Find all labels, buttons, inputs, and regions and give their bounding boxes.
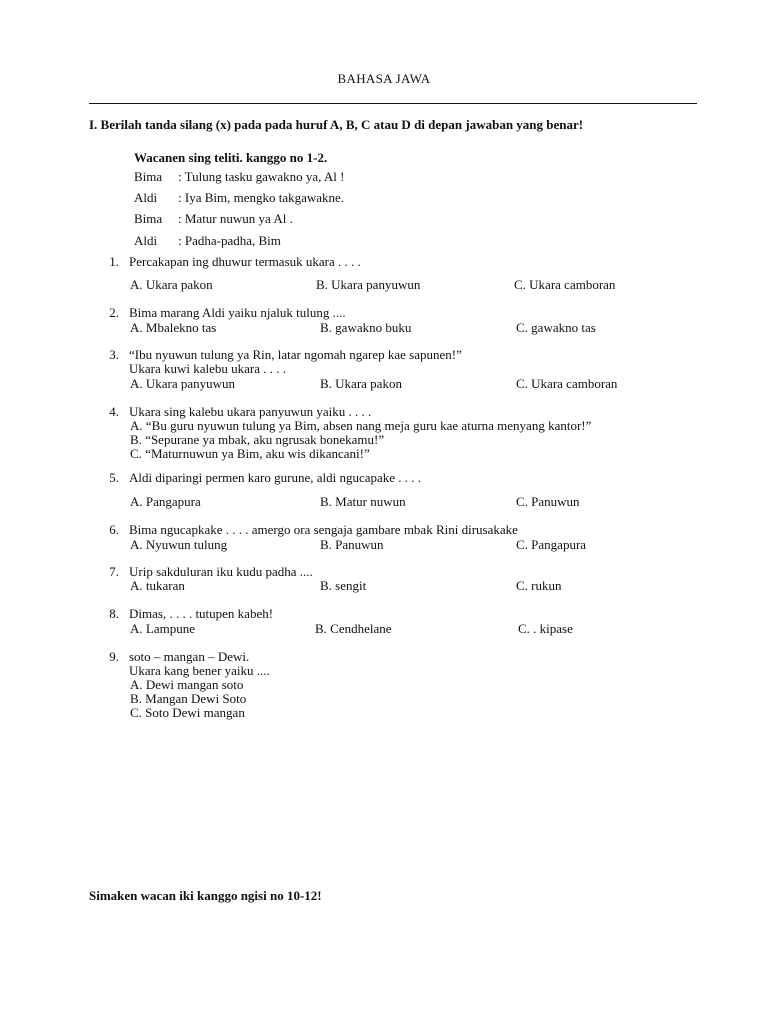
q4-option-a[interactable]: A. “Bu guru nyuwun tulung ya Bim, absen nang meja guru kae aturna menyang kantor!”	[130, 418, 592, 433]
question-text-3: “Ibu nyuwun tulung ya Rin, latar ngomah ngarep kae sapunen!”	[129, 347, 462, 362]
q1-option-b[interactable]: B. Ukara panyuwun	[316, 277, 421, 292]
section-heading: I. Berilah tanda silang (x) pada pada huruf A, B, C atau D di depan jawaban yang benar!	[89, 117, 584, 132]
q8-option-a[interactable]: A. Lampune	[130, 621, 195, 636]
reading-title: Wacanen sing teliti. kanggo no 1-2.	[134, 150, 328, 165]
q6-option-c[interactable]: C. Pangapura	[516, 537, 587, 552]
dialog-speaker-2: Aldi	[134, 190, 158, 205]
question-number-4: 4.	[109, 404, 119, 419]
question-text-1: Percakapan ing dhuwur termasuk ukara . . . .	[129, 254, 361, 269]
q2-option-a[interactable]: A. Mbalekno tas	[130, 320, 217, 335]
dialog-line-4: : Padha-padha, Bim	[178, 233, 281, 248]
q8-option-c[interactable]: C. . kipase	[518, 621, 573, 636]
question-text-3b: Ukara kuwi kalebu ukara . . . .	[129, 361, 287, 376]
q5-option-b[interactable]: B. Matur nuwun	[320, 494, 406, 509]
q2-option-b[interactable]: B. gawakno buku	[320, 320, 412, 335]
q2-option-c[interactable]: C. gawakno tas	[516, 320, 596, 335]
question-number-9: 9.	[109, 649, 119, 664]
dialog-speaker-4: Aldi	[134, 233, 158, 248]
question-text-7: Urip sakduluran iku kudu padha ....	[129, 564, 313, 579]
q7-option-b[interactable]: B. sengit	[320, 578, 367, 593]
q9-option-b[interactable]: B. Mangan Dewi Soto	[130, 691, 247, 706]
q7-option-a[interactable]: A. tukaran	[130, 578, 185, 593]
q4-option-b[interactable]: B. “Sepurane ya mbak, aku ngrusak bonekamu!”	[130, 432, 385, 447]
question-number-8: 8.	[109, 606, 119, 621]
dialog-speaker-3: Bima	[134, 211, 163, 226]
q5-option-a[interactable]: A. Pangapura	[130, 494, 201, 509]
dialog-line-3: : Matur nuwun ya Al .	[178, 211, 293, 226]
q4-option-c[interactable]: C. “Maturnuwun ya Bim, aku wis dikancani!”	[130, 446, 370, 461]
question-number-5: 5.	[109, 470, 119, 485]
q3-option-b[interactable]: B. Ukara pakon	[320, 376, 402, 391]
question-number-3: 3.	[109, 347, 119, 362]
question-text-2: Bima marang Aldi yaiku njaluk tulung ....	[129, 305, 346, 320]
dialog-line-1: : Tulung tasku gawakno ya, Al !	[178, 169, 345, 184]
question-number-6: 6.	[109, 522, 119, 537]
q1-option-c[interactable]: C. Ukara camboran	[514, 277, 616, 292]
question-text-8: Dimas, . . . . tutupen kabeh!	[129, 606, 274, 621]
q3-option-a[interactable]: A. Ukara panyuwun	[130, 376, 236, 391]
question-text-5: Aldi diparingi permen karo gurune, aldi ngucapake . . . .	[129, 470, 422, 485]
question-text-9: soto – mangan – Dewi.	[129, 649, 250, 664]
question-number-1: 1.	[109, 254, 119, 269]
question-text-9b: Ukara kang bener yaiku ....	[129, 663, 270, 678]
question-text-4: Ukara sing kalebu ukara panyuwun yaiku . . . .	[129, 404, 372, 419]
question-text-6: Bima ngucapkake . . . . amergo ora sengaja gambare mbak Rini dirusakake	[129, 522, 518, 537]
q1-option-a[interactable]: A. Ukara pakon	[130, 277, 213, 292]
footer-instruction: Simaken wacan iki kanggo ngisi no 10-12!	[89, 888, 322, 903]
dialog-line-2: : Iya Bim, mengko takgawakne.	[178, 190, 345, 205]
q6-option-b[interactable]: B. Panuwun	[320, 537, 384, 552]
question-number-7: 7.	[109, 564, 119, 579]
q9-option-c[interactable]: C. Soto Dewi mangan	[130, 705, 245, 720]
q7-option-c[interactable]: C. rukun	[516, 578, 562, 593]
q8-option-b[interactable]: B. Cendhelane	[315, 621, 392, 636]
q5-option-c[interactable]: C. Panuwun	[516, 494, 580, 509]
q9-option-a[interactable]: A. Dewi mangan soto	[130, 677, 244, 692]
title-divider	[89, 103, 697, 104]
q6-option-a[interactable]: A. Nyuwun tulung	[130, 537, 228, 552]
q3-option-c[interactable]: C. Ukara camboran	[516, 376, 618, 391]
question-number-2: 2.	[109, 305, 119, 320]
document-title: BAHASA JAWA	[337, 71, 431, 86]
dialog-speaker-1: Bima	[134, 169, 163, 184]
